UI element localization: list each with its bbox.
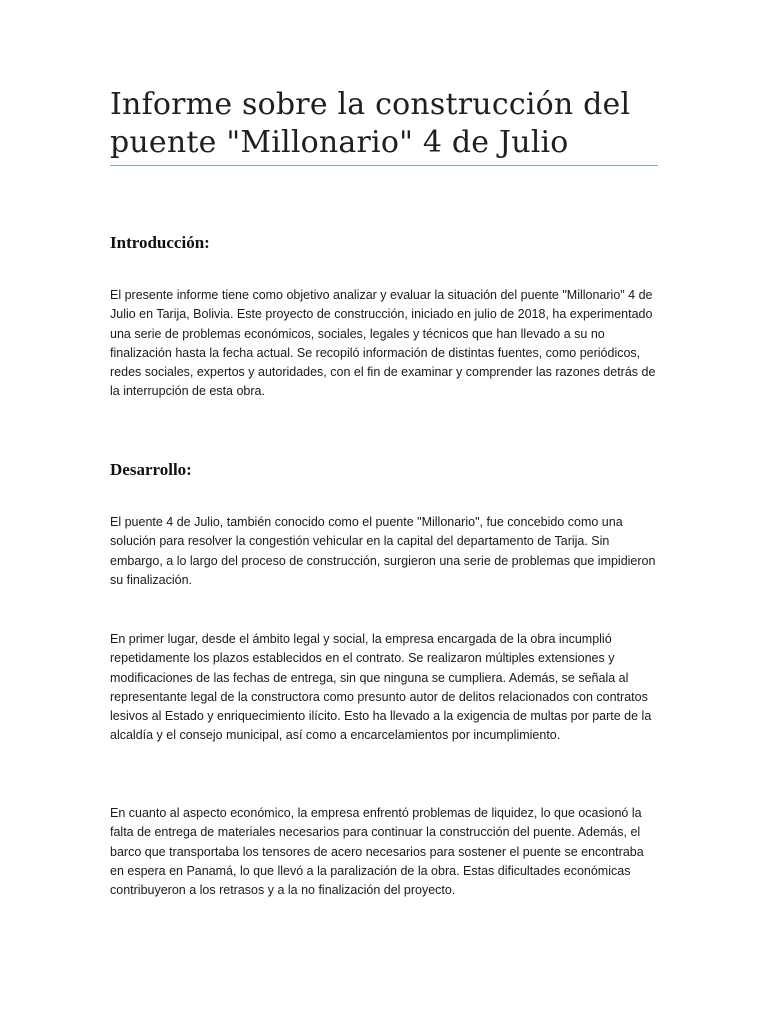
section-heading-introduccion: Introducción: xyxy=(110,233,210,252)
title-underline xyxy=(110,165,658,166)
paragraph-desarrollo-1: El puente 4 de Julio, también conocido como el puente "Millonario", fue concebido como una solución para resolver la congestión vehicular en la capital del departamento de Tarija. Sin embargo, a lo largo del proceso de construcción, surgieron una serie de problemas que impidieron su finalización. xyxy=(110,515,656,587)
section-heading-desarrollo: Desarrollo: xyxy=(110,460,192,479)
paragraph-desarrollo-3: En cuanto al aspecto económico, la empresa enfrentó problemas de liquidez, lo que ocasionó la falta de entrega de materiales necesarios para continuar la construcción del puente. Además, el barco que transportaba los tensores de acero necesarios para sostener el puente se encontraba en espera en Panamá, lo que llevó a la paralización de la obra. Estas dificultades económicas contribuyeron a los retrasos y a la no finalización del proyecto. xyxy=(110,806,644,898)
document-title: Informe sobre la construcción del puente "Millonario" 4 de Julio xyxy=(110,87,631,160)
paragraph-desarrollo-2: En primer lugar, desde el ámbito legal y social, la empresa encargada de la obra incumplió repetidamente los plazos establecidos en el contrato. Se realizaron múltiples extensiones y modificaciones de las fechas de entrega, sin que ninguna se cumpliera. Además, se señala al representante legal de la constructora como presunto autor de delitos relacionados con contratos lesivos al Estado y enriquecimiento ilícito. Esto ha llevado a la exigencia de multas por parte de la alcaldía y el consejo municipal, así como a encarcelamientos por incumplimiento. xyxy=(110,632,652,743)
paragraph-introduccion: El presente informe tiene como objetivo analizar y evaluar la situación del puente "Millonario" 4 de Julio en Tarija, Bolivia. Este proyecto de construcción, iniciado en julio de 2018, ha experimentado una serie de problemas económicos, sociales, legales y técnicos que han llevado a su no finalización hasta la fecha actual. Se recopiló información de distintas fuentes, como periódicos, redes sociales, expertos y autoridades, con el fin de examinar y comprender las razones detrás de la interrupción de esta obra. xyxy=(110,288,656,399)
